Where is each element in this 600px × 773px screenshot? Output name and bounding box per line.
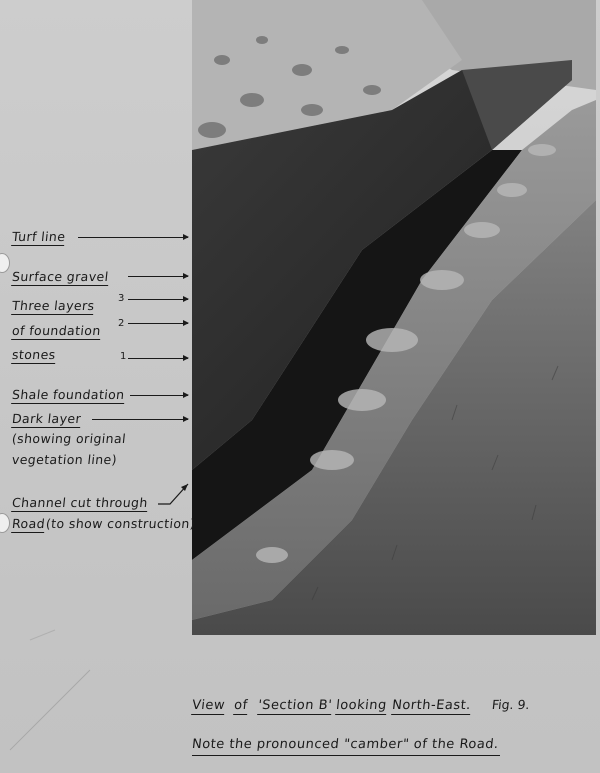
label-three-layers: Three layers bbox=[11, 298, 96, 313]
pencil-mark bbox=[0, 600, 120, 760]
label-shale-foundation: Shale foundation bbox=[11, 387, 126, 402]
arrow-layer-3 bbox=[128, 299, 188, 300]
caption-north-east: North-East. bbox=[391, 698, 472, 713]
arrow-layer-1 bbox=[128, 358, 188, 359]
caption-looking: looking bbox=[335, 698, 388, 713]
label-turf-line: Turf line bbox=[11, 229, 67, 244]
label-of-foundation: of foundation bbox=[11, 323, 102, 338]
layer-number-2: 2 bbox=[118, 318, 125, 329]
arrow-turf-line bbox=[78, 237, 188, 238]
label-to-show-construction: (to show construction) bbox=[45, 516, 196, 531]
punch-hole bbox=[0, 253, 10, 273]
arrow-shale-foundation bbox=[130, 395, 188, 396]
arrow-layer-2 bbox=[128, 323, 188, 324]
label-dark-layer: Dark layer bbox=[11, 411, 82, 426]
label-surface-gravel: Surface gravel bbox=[11, 269, 110, 284]
label-stones: stones bbox=[11, 347, 57, 362]
caption-section-b: 'Section B' bbox=[257, 698, 333, 713]
label-road: Road bbox=[11, 516, 46, 531]
figure-number: Fig. 9. bbox=[491, 697, 531, 712]
label-vegetation-line: vegetation line) bbox=[11, 452, 118, 467]
caption-note: Note the pronounced "camber" of the Road. bbox=[191, 737, 500, 752]
layer-number-1: 1 bbox=[120, 351, 127, 362]
arrow-channel-cut bbox=[156, 478, 192, 508]
label-channel-cut: Channel cut through bbox=[11, 495, 149, 510]
caption-of: of bbox=[233, 698, 249, 713]
arrow-dark-layer bbox=[92, 419, 188, 420]
trench-photograph bbox=[192, 0, 596, 635]
arrow-surface-gravel bbox=[128, 276, 188, 277]
punch-hole bbox=[0, 513, 10, 533]
caption-view: View bbox=[191, 698, 226, 713]
caption-note-underline bbox=[192, 755, 500, 756]
layer-number-3: 3 bbox=[118, 293, 125, 304]
label-showing-original: (showing original bbox=[11, 431, 127, 446]
